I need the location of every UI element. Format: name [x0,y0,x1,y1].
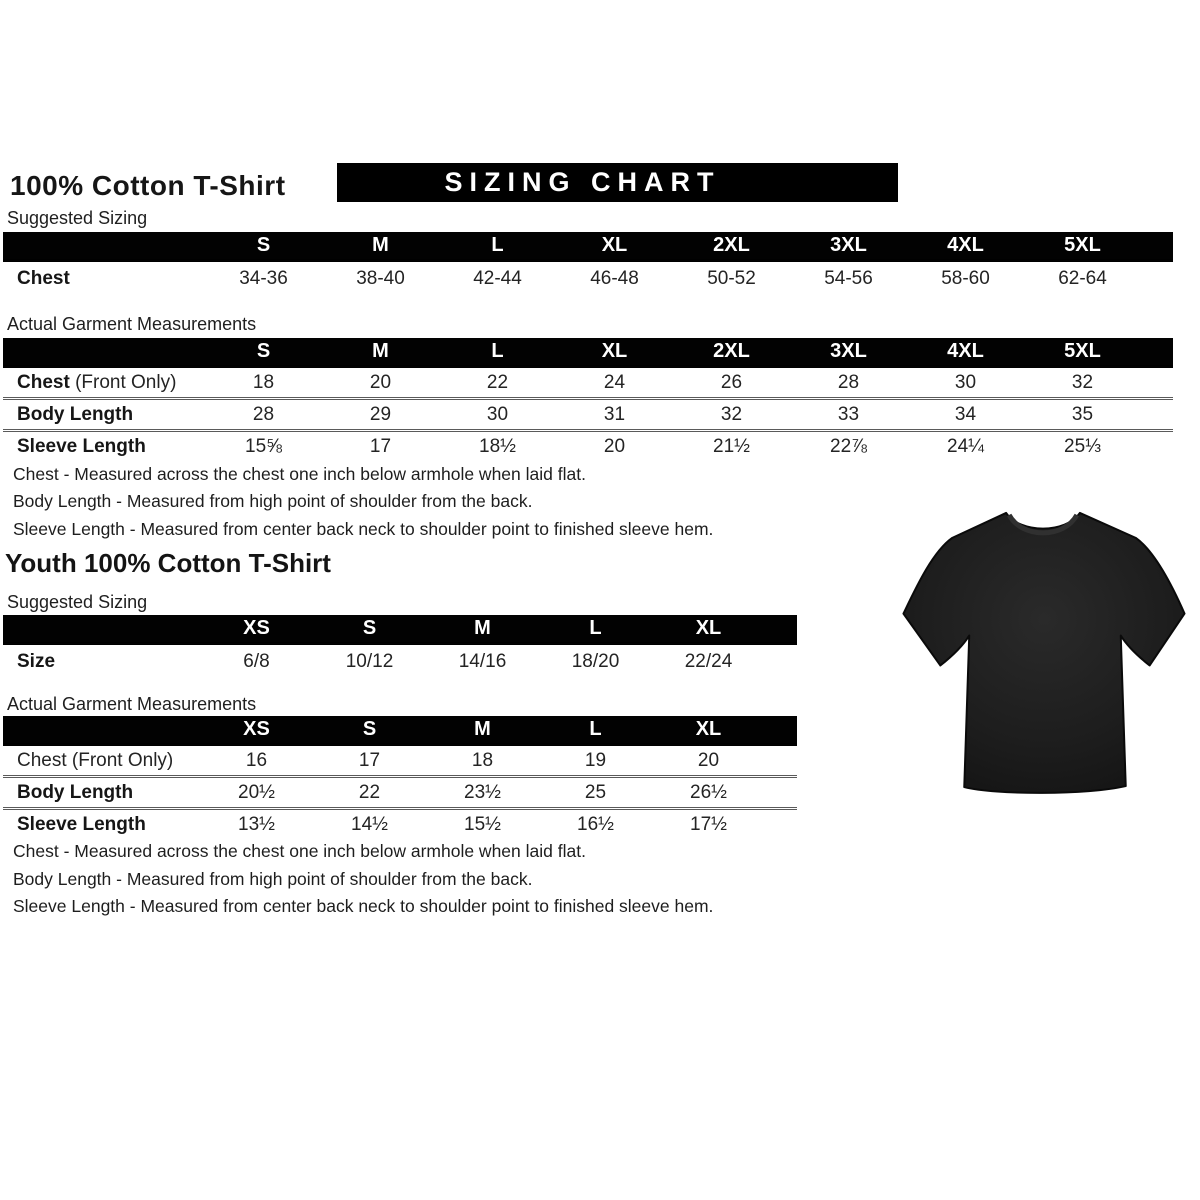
size-value-cell: 6/8 [243,651,270,672]
column-header-3xl: 3XL [790,338,907,368]
measurement-note: Sleeve Length - Measured from center back neck to shoulder point to finished sleeve hem. [13,518,714,539]
adult-garment-measurements-table [3,338,1173,461]
table-header-row [3,232,1173,262]
size-value-cell: 18 [252,372,275,393]
size-value-cell: 26½ [652,775,765,807]
size-value-cell: 14/16 [458,651,507,672]
size-value-cell: 30 [954,372,977,393]
size-value-cell: 18½ [439,429,556,461]
row-spacer-cell [765,645,797,678]
header-spacer-cell [765,716,797,746]
adult-suggested-sizing-label: Suggested Sizing [7,208,148,228]
table-corner-cell [3,615,200,645]
row-label: Chest (Front Only) [17,750,174,771]
size-value-cell: 42-44 [473,268,522,289]
size-value-cell: 26 [720,372,743,393]
header-spacer-cell [1141,232,1173,262]
column-header-5xl: 5XL [1024,232,1141,262]
size-value-cell: 50-52 [707,268,756,289]
sizing-chart-banner: SIZING CHART [337,163,898,202]
size-value-cell: 14½ [313,807,426,839]
column-header-m: M [426,716,539,746]
table-header-row [3,716,797,746]
size-value-cell: 16 [245,750,268,771]
youth-garment-measurements-table [3,716,797,839]
column-header-l: L [439,232,556,262]
size-value-cell: 19 [584,750,607,771]
row-spacer-cell [1141,368,1173,397]
table-corner-cell [3,232,205,262]
column-header-s: S [205,232,322,262]
size-value-cell: 20 [369,372,392,393]
size-value-cell: 32 [1071,372,1094,393]
size-value-cell: 18 [471,750,494,771]
youth-page-title: Youth 100% Cotton T-Shirt [5,548,331,578]
size-value-cell: 22 [313,775,426,807]
column-header-l: L [539,615,652,645]
row-label: Chest [17,268,70,289]
size-value-cell: 22 [486,372,509,393]
column-header-2xl: 2XL [673,232,790,262]
row-label: Chest (Front Only) [17,372,177,393]
column-header-xl: XL [556,232,673,262]
size-value-cell: 28 [837,372,860,393]
table-row [3,429,1173,461]
table-row [3,807,797,839]
size-value-cell: 25 [539,775,652,807]
row-label: Body Length [3,775,200,807]
column-header-2xl: 2XL [673,338,790,368]
column-header-l: L [439,338,556,368]
youth-suggested-sizing-table [3,615,797,678]
size-value-cell: 17 [322,429,439,461]
size-value-cell: 15⅝ [205,429,322,461]
youth-measurement-notes [13,838,713,921]
header-spacer-cell [1141,338,1173,368]
size-value-cell: 15½ [426,807,539,839]
size-value-cell: 28 [205,397,322,429]
size-value-cell: 46-48 [590,268,639,289]
column-header-m: M [322,338,439,368]
table-header-row [3,338,1173,368]
column-header-s: S [313,716,426,746]
column-header-s: S [205,338,322,368]
column-header-4xl: 4XL [907,232,1024,262]
row-spacer-cell [1141,262,1173,295]
size-value-cell: 18/20 [571,651,620,672]
table-row [3,262,1173,295]
row-label: Sleeve Length [3,429,205,461]
size-value-cell: 24 [603,372,626,393]
size-value-cell: 22⅞ [790,429,907,461]
measurement-note: Chest - Measured across the chest one inch below armhole when laid flat. [13,464,586,484]
size-value-cell: 30 [439,397,556,429]
table-row [3,746,797,775]
header-spacer-cell [765,615,797,645]
row-label: Body Length [3,397,205,429]
measurement-note: Chest - Measured across the chest one inch below armhole when laid flat. [13,841,586,861]
size-value-cell: 13½ [200,807,313,839]
size-value-cell: 32 [673,397,790,429]
page-title: 100% Cotton T-Shirt [10,170,286,201]
column-header-m: M [426,615,539,645]
column-header-xs: XS [200,716,313,746]
size-value-cell: 58-60 [941,268,990,289]
size-value-cell: 22/24 [684,651,733,672]
adult-measurement-notes [13,461,713,543]
column-header-xs: XS [200,615,313,645]
table-header-row [3,615,797,645]
youth-garment-measurements-label: Actual Garment Measurements [7,694,257,714]
size-value-cell: 38-40 [356,268,405,289]
size-value-cell: 20 [697,750,720,771]
black-tshirt-image [893,497,1193,802]
size-value-cell: 23½ [426,775,539,807]
measurement-note: Sleeve Length - Measured from center back neck to shoulder point to finished sleeve hem. [13,896,714,917]
row-label: Size [17,651,56,672]
row-spacer-cell [765,775,797,807]
tshirt-graphic [893,497,1193,802]
size-value-cell: 24¼ [907,429,1024,461]
row-spacer-cell [765,807,797,839]
size-value-cell: 20 [556,429,673,461]
size-value-cell: 34-36 [239,268,288,289]
size-value-cell: 62-64 [1058,268,1107,289]
column-header-3xl: 3XL [790,232,907,262]
measurement-note: Body Length - Measured from high point of shoulder from the back. [13,868,533,889]
table-row [3,368,1173,397]
column-header-xl: XL [556,338,673,368]
adult-garment-measurements-label: Actual Garment Measurements [7,314,257,334]
column-header-xl: XL [652,615,765,645]
measurement-note: Body Length - Measured from high point of shoulder from the back. [13,491,533,512]
size-value-cell: 17 [358,750,381,771]
table-row [3,397,1173,429]
size-value-cell: 25⅓ [1024,429,1141,461]
table-row [3,645,797,678]
column-header-xl: XL [652,716,765,746]
size-value-cell: 33 [790,397,907,429]
table-corner-cell [3,716,200,746]
row-spacer-cell [1141,397,1173,429]
column-header-5xl: 5XL [1024,338,1141,368]
size-value-cell: 31 [556,397,673,429]
row-spacer-cell [1141,429,1173,461]
adult-suggested-sizing-table [3,232,1173,295]
table-row [3,775,797,807]
youth-suggested-sizing-label: Suggested Sizing [7,592,148,612]
size-value-cell: 17½ [652,807,765,839]
size-value-cell: 16½ [539,807,652,839]
size-value-cell: 54-56 [824,268,873,289]
table-corner-cell [3,338,205,368]
size-value-cell: 34 [907,397,1024,429]
column-header-l: L [539,716,652,746]
size-value-cell: 29 [322,397,439,429]
size-value-cell: 20½ [200,775,313,807]
column-header-m: M [322,232,439,262]
size-value-cell: 10/12 [345,651,394,672]
row-label: Sleeve Length [3,807,200,839]
size-value-cell: 35 [1024,397,1141,429]
size-value-cell: 21½ [673,429,790,461]
column-header-s: S [313,615,426,645]
row-spacer-cell [765,746,797,775]
column-header-4xl: 4XL [907,338,1024,368]
